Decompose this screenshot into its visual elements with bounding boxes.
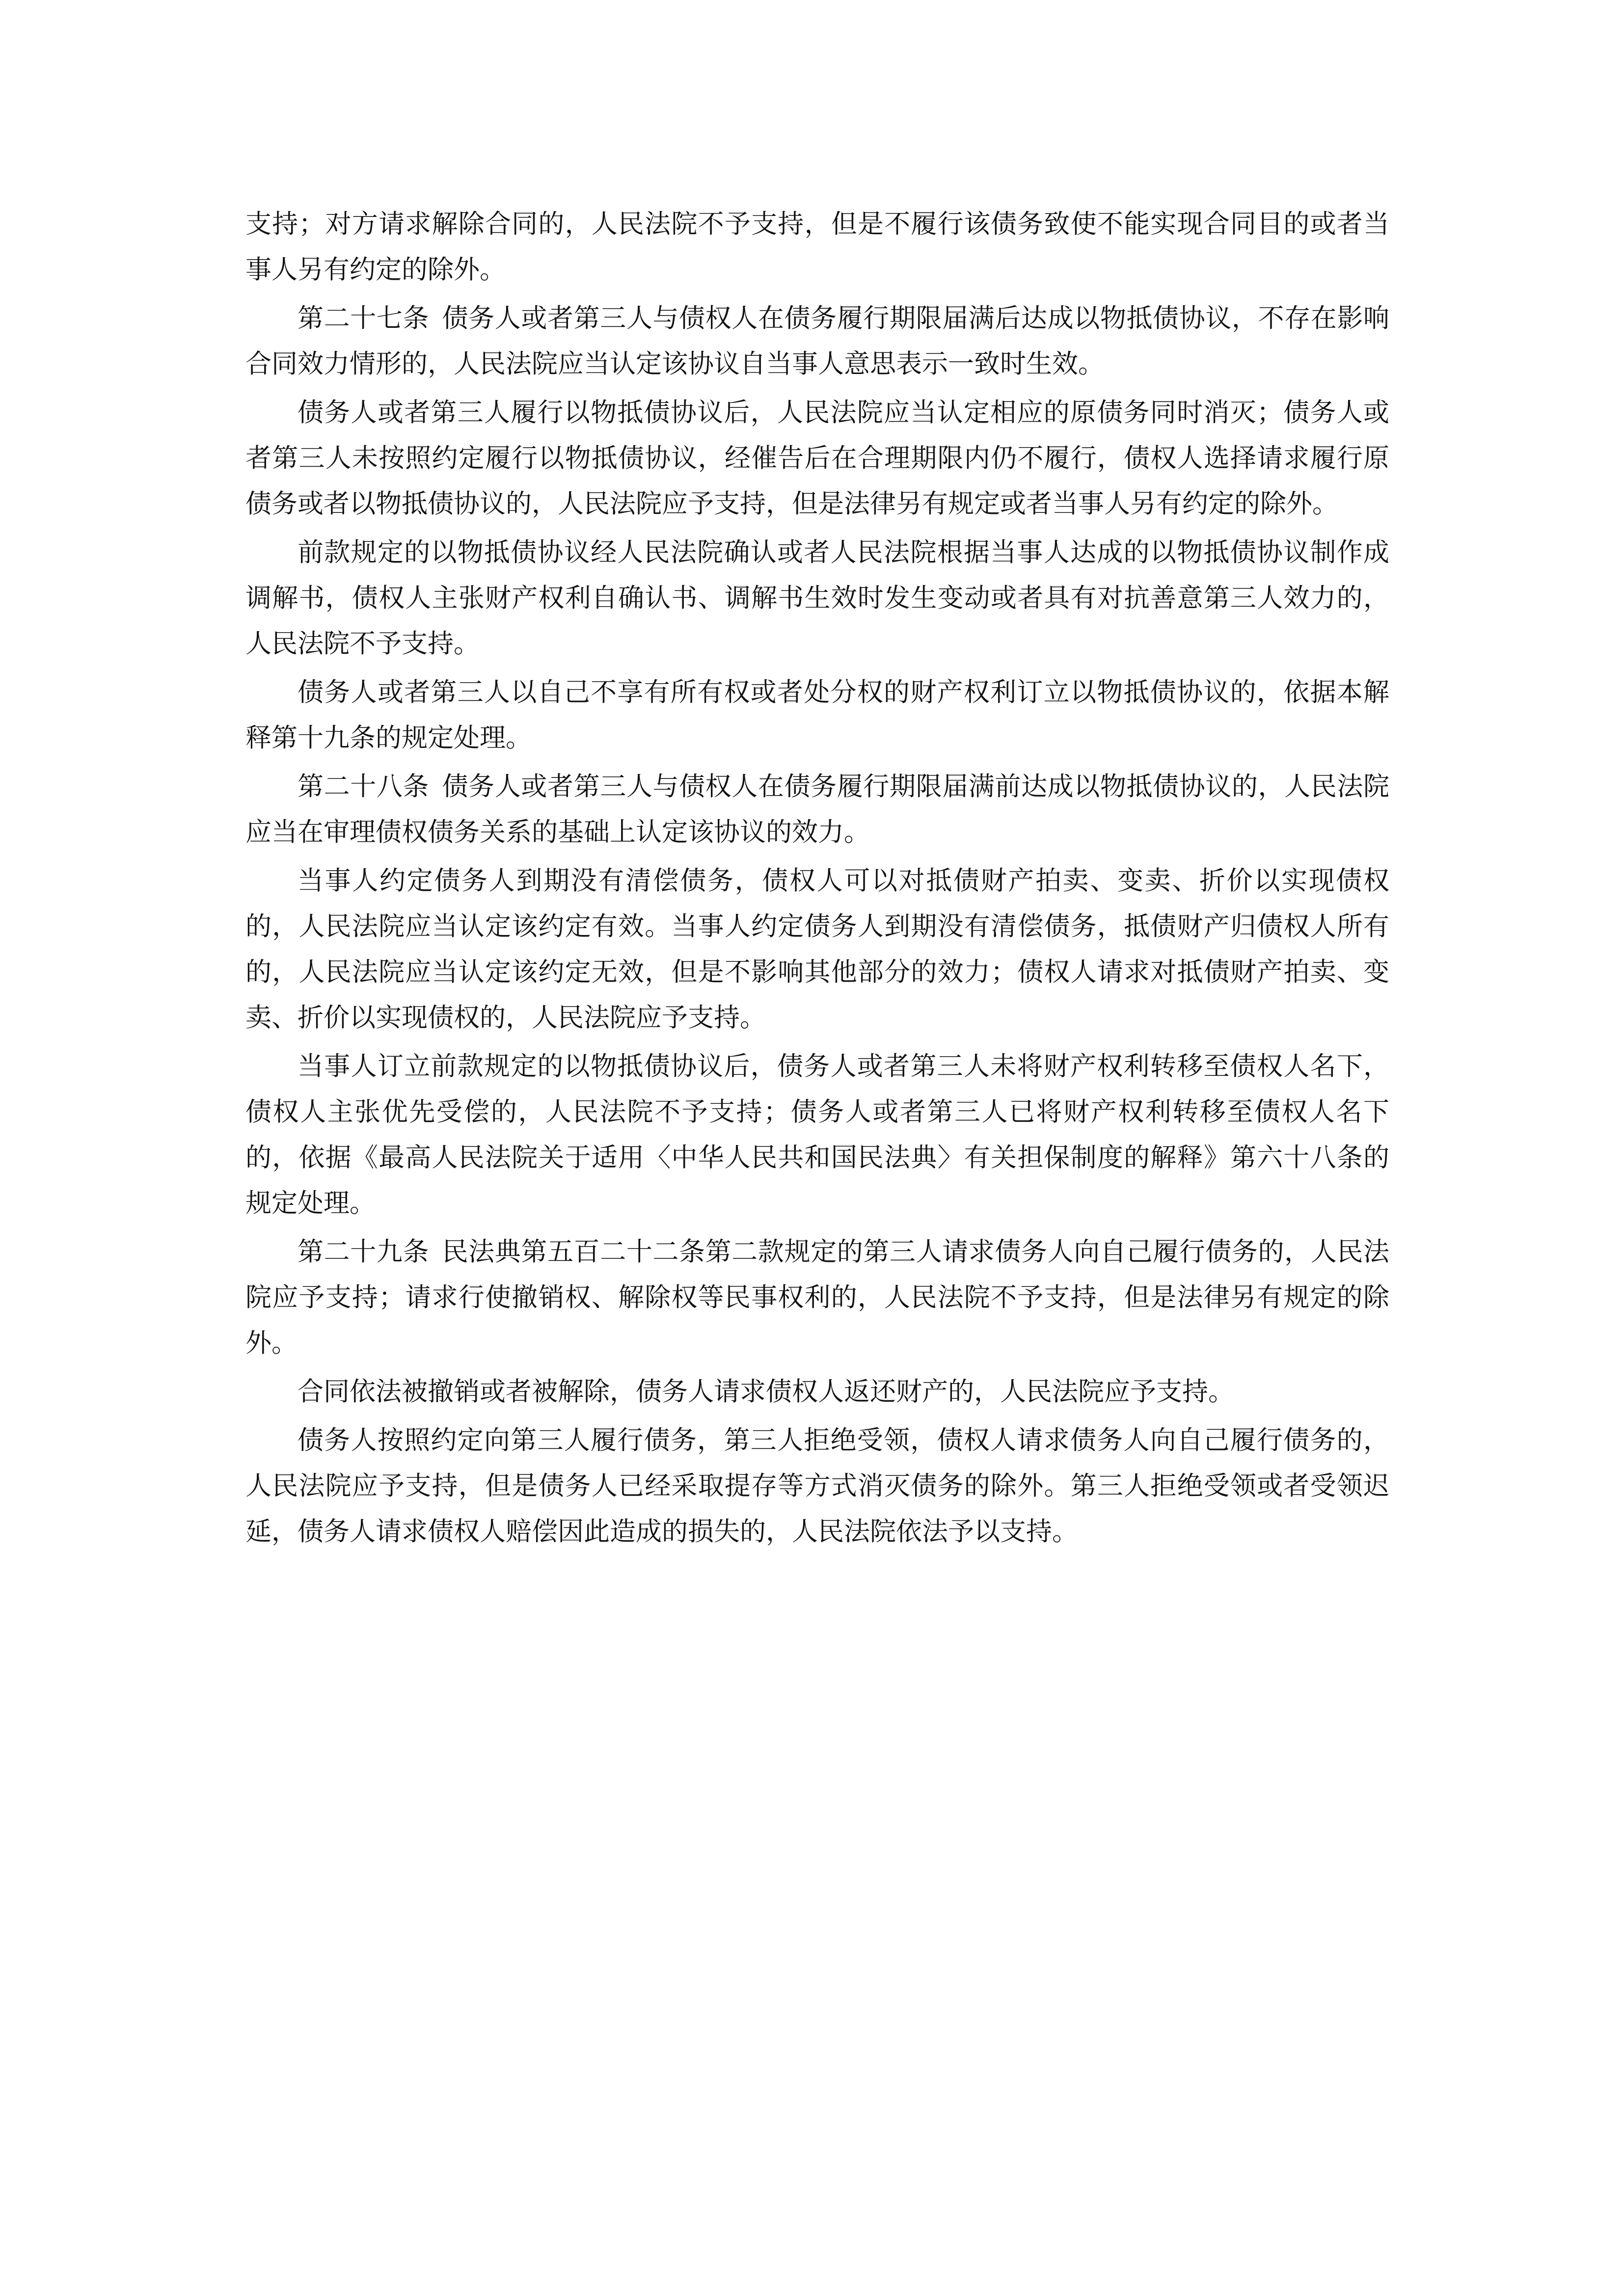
article-number: 第二十八条 — [298, 772, 430, 801]
paragraph-text: 债务人或者第三人履行以物抵债协议后，人民法院应当认定相应的原债务同时消灭；债务人或者第三人未按照约定履行以物抵债协议，经催告后在合理期限内仍不履行，债权人选择请求履行原债务或者以物抵债协议的，人民法院应予支持，但是法律另有规定或者当事人另有约定的除外。 — [245, 398, 1389, 519]
paragraph — [245, 764, 1389, 855]
paragraph-text: 债务人或者第三人以自己不享有所有权或者处分权的财产权利订立以物抵债协议的，依据本解释第十九条的规定处理。 — [245, 677, 1389, 753]
paragraph — [245, 390, 1389, 527]
paragraph — [245, 858, 1389, 1041]
paragraph — [245, 1043, 1389, 1226]
paragraph-text: 当事人约定债务人到期没有清偿债务，债权人可以对抵债财产拍卖、变卖、折价以实现债权的，人民法院应当认定该约定有效。当事人约定债务人到期没有清偿债务，抵债财产归债权人所有的，人民法院应当认定该约定无效，但是不影响其他部分的效力；债权人请求对抵债财产拍卖、变卖、折价以实现债权的，人民法院应予支持。 — [245, 866, 1389, 1033]
paragraph — [245, 1369, 1389, 1415]
paragraph — [245, 201, 1389, 293]
paragraph — [245, 1229, 1389, 1366]
paragraph — [245, 669, 1389, 761]
paragraph-text: 前款规定的以物抵债协议经人民法院确认或者人民法院根据当事人达成的以物抵债协议制作成调解书，债权人主张财产权利自确认书、调解书生效时发生变动或者具有对抗善意第三人效力的，人民法院不予支持。 — [245, 537, 1389, 659]
article-number: 第二十七条 — [298, 303, 430, 333]
paragraph-text: 支持；对方请求解除合同的，人民法院不予支持，但是不履行该债务致使不能实现合同目的或者当事人另有约定的除外。 — [245, 209, 1389, 285]
paragraph-text: 债务人或者第三人与债权人在债务履行期限届满后达成以物抵债协议，不存在影响合同效力情形的，人民法院应当认定该协议自当事人意思表示一致时生效。 — [245, 303, 1389, 379]
document-body — [245, 201, 1389, 1557]
paragraph-text: 债务人按照约定向第三人履行债务，第三人拒绝受领，债权人请求债务人向自己履行债务的，人民法院应予支持，但是债务人已经采取提存等方式消灭债务的除外。第三人拒绝受领或者受领迟延，债务人请求债权人赔偿因此造成的损失的，人民法院依法予以支持。 — [245, 1425, 1389, 1547]
article-number: 第二十九条 — [298, 1237, 430, 1267]
paragraph-text: 民法典第五百二十二条第二款规定的第三人请求债务人向自己履行债务的，人民法院应予支持；请求行使撤销权、解除权等民事权利的，人民法院不予支持，但是法律另有规定的除外。 — [245, 1237, 1389, 1358]
paragraph-text: 当事人订立前款规定的以物抵债协议后，债务人或者第三人未将财产权利转移至债权人名下，债权人主张优先受偿的，人民法院不予支持；债务人或者第三人已将财产权利转移至债权人名下的，依据《最高人民法院关于适用〈中华人民共和国民法典〉有关担保制度的解释》第六十八条的规定处理。 — [245, 1051, 1389, 1218]
paragraph-text: 合同依法被撤销或者被解除，债务人请求债权人返还财产的，人民法院应予支持。 — [298, 1377, 1234, 1407]
paragraph-text: 债务人或者第三人与债权人在债务履行期限届满前达成以物抵债协议的，人民法院应当在审理债权债务关系的基础上认定该协议的效力。 — [245, 772, 1389, 847]
paragraph — [245, 295, 1389, 387]
paragraph — [245, 530, 1389, 667]
paragraph — [245, 1417, 1389, 1554]
